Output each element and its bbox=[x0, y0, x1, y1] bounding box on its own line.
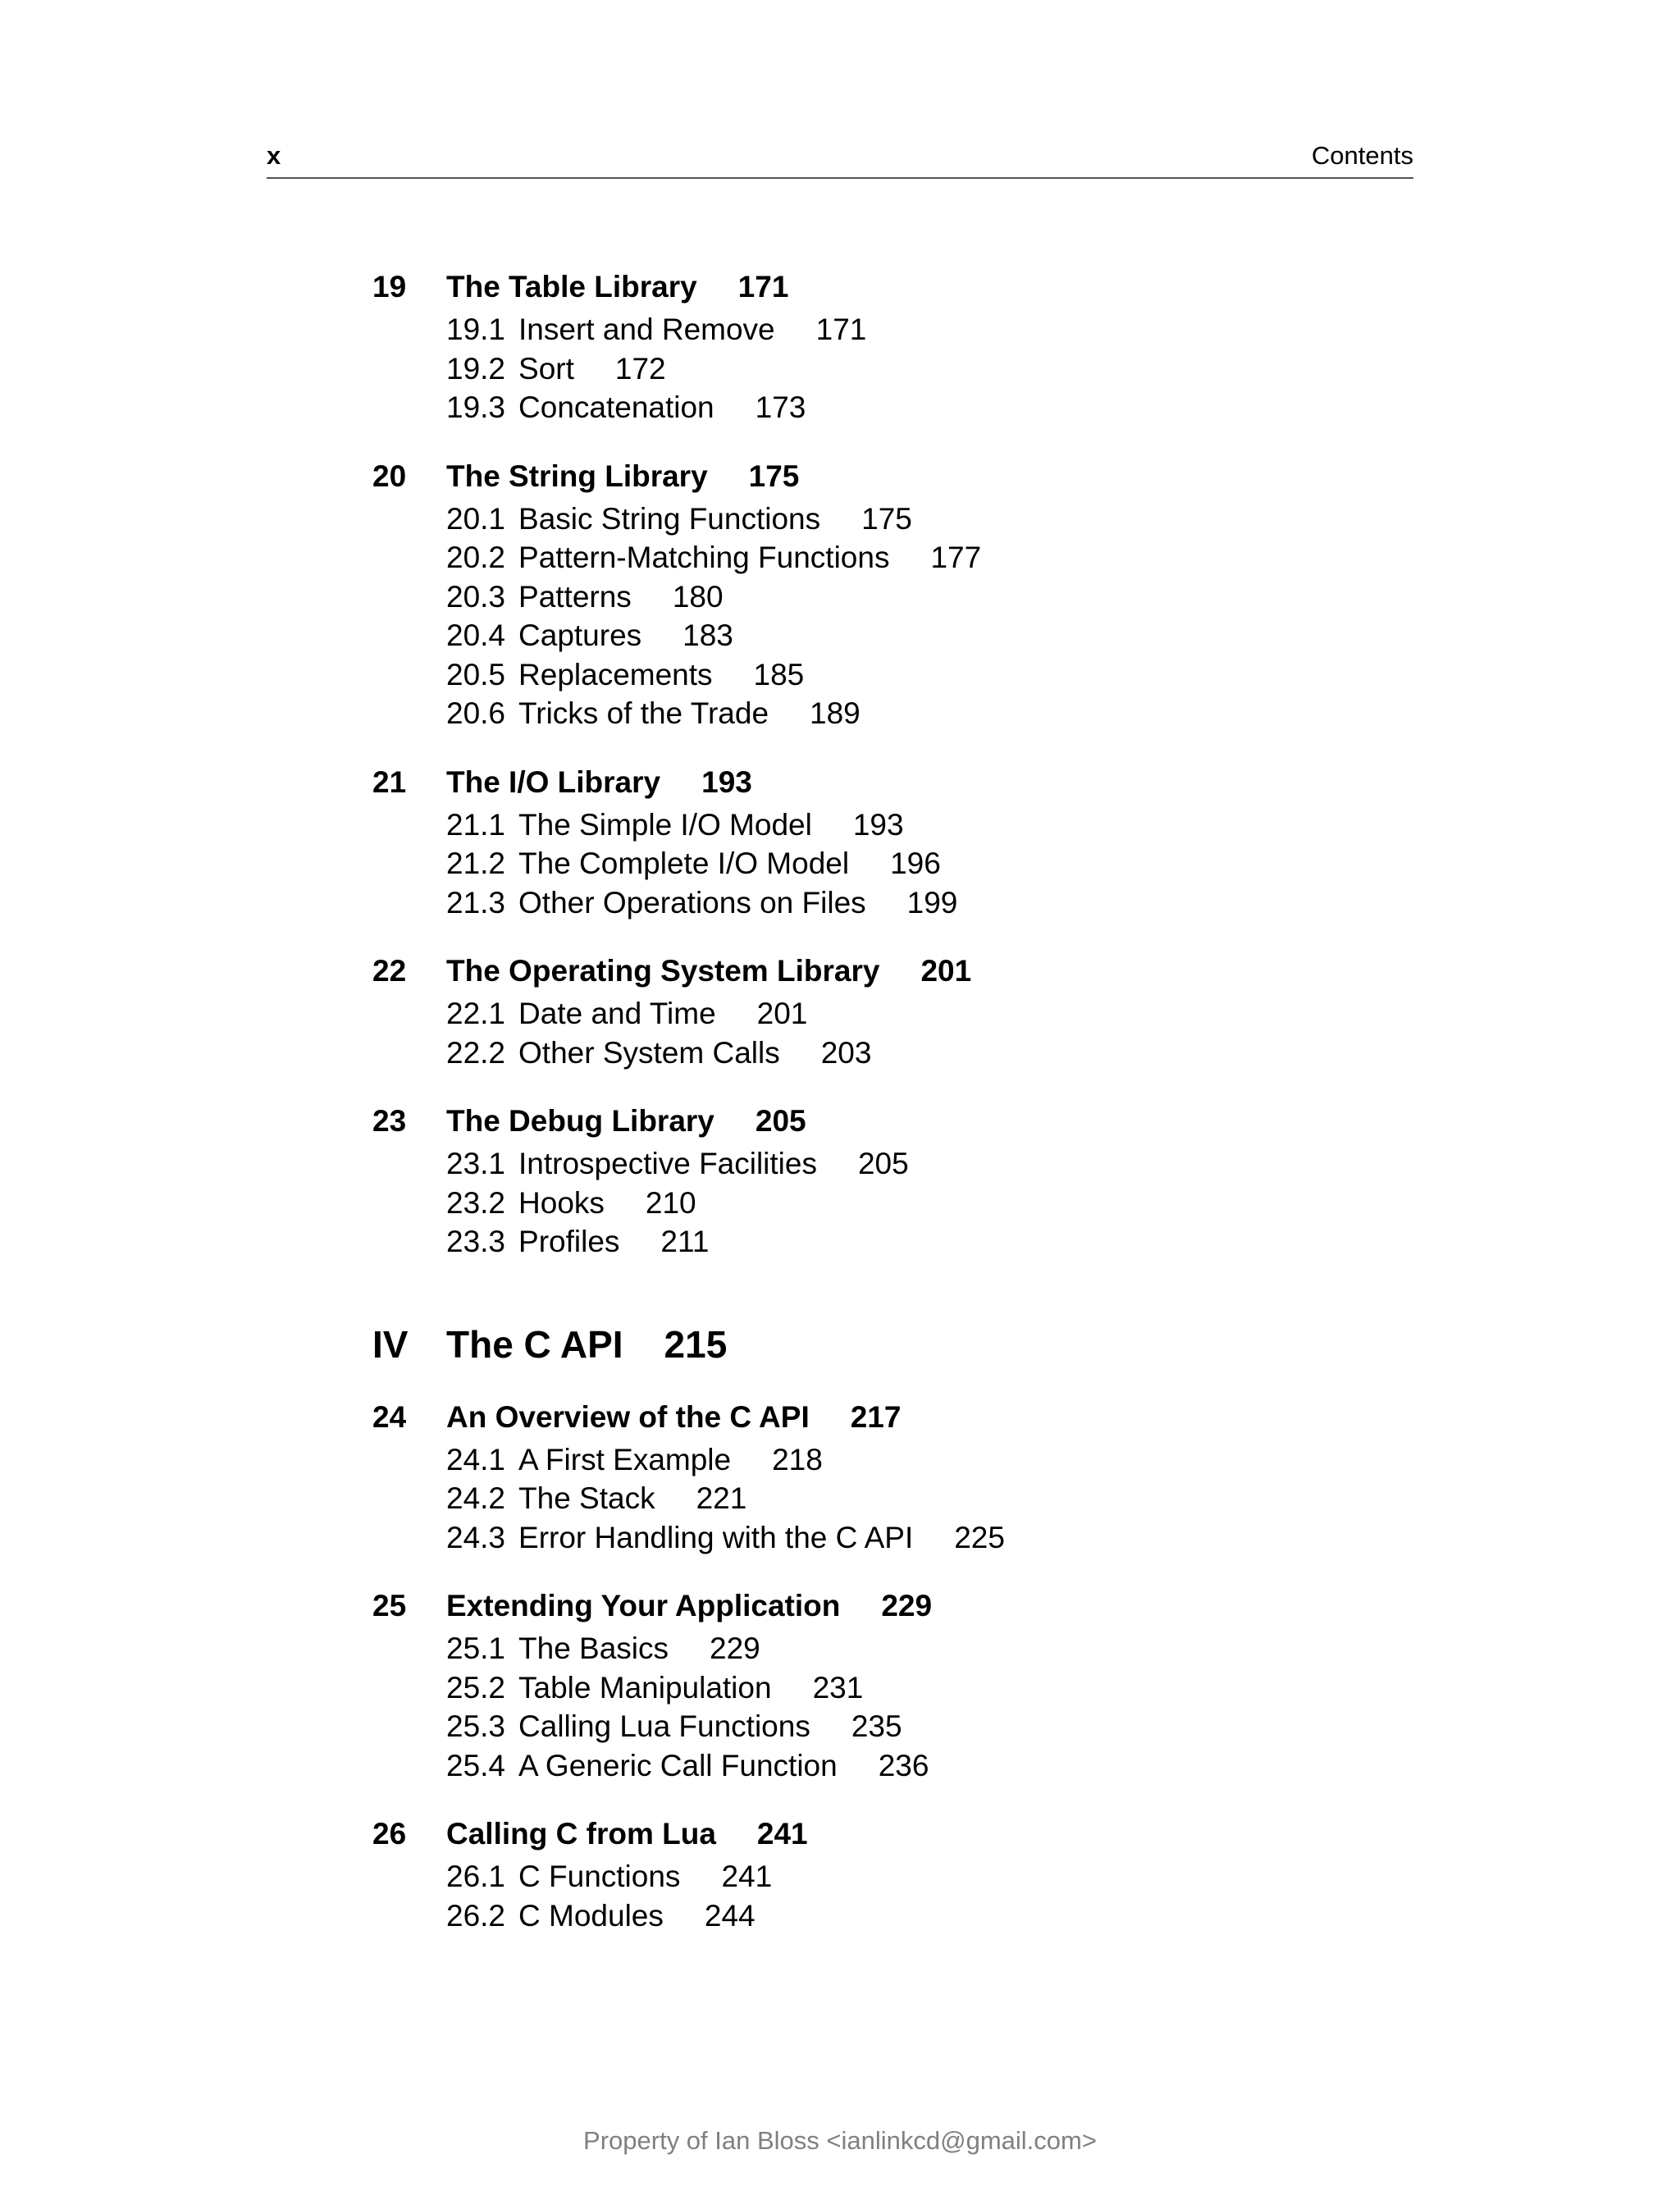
section-number: 20.1 bbox=[446, 501, 506, 536]
toc-section-entry[interactable] bbox=[446, 1222, 1439, 1262]
chapter-page-number: 229 bbox=[881, 1589, 933, 1622]
toc-chapter-heading[interactable] bbox=[372, 264, 1439, 310]
toc-section-entry[interactable] bbox=[446, 1668, 1439, 1708]
section-title: C Modules bbox=[518, 1898, 664, 1933]
section-number: 22.2 bbox=[446, 1035, 506, 1070]
section-title: Profiles bbox=[518, 1225, 620, 1258]
section-number: 25.3 bbox=[446, 1709, 506, 1743]
section-page-number: 201 bbox=[756, 997, 808, 1030]
part-title: The C API bbox=[446, 1322, 623, 1366]
section-number: 19.1 bbox=[446, 313, 506, 346]
section-title: Calling Lua Functions bbox=[518, 1709, 810, 1743]
section-number: 23.2 bbox=[446, 1185, 506, 1220]
chapter-number: 19 bbox=[372, 270, 407, 303]
section-number: 20.5 bbox=[446, 657, 506, 691]
toc-section-entry[interactable] bbox=[446, 1518, 1439, 1558]
chapter-number: 22 bbox=[372, 954, 407, 988]
toc-section-entry[interactable] bbox=[446, 1896, 1439, 1936]
toc-chapter bbox=[372, 1583, 1439, 1785]
toc-section-entry[interactable] bbox=[446, 655, 1439, 695]
running-title: Contents bbox=[1311, 141, 1413, 170]
toc-section-entry[interactable] bbox=[446, 844, 1439, 883]
chapter-page-number: 205 bbox=[755, 1104, 806, 1138]
chapter-number: 23 bbox=[372, 1104, 407, 1138]
toc-chapter bbox=[372, 264, 1439, 427]
chapter-number: 25 bbox=[372, 1589, 407, 1622]
toc-section-entry[interactable] bbox=[446, 805, 1439, 845]
toc-section-entry[interactable] bbox=[446, 1184, 1439, 1223]
section-page-number: 235 bbox=[851, 1709, 902, 1743]
toc-chapter-heading[interactable] bbox=[372, 760, 1439, 805]
section-title: Captures bbox=[518, 618, 642, 652]
toc-chapter bbox=[372, 1811, 1439, 1935]
chapter-page-number: 217 bbox=[850, 1399, 902, 1434]
toc-chapter-heading[interactable] bbox=[372, 1098, 1439, 1144]
toc-section-entry[interactable] bbox=[446, 694, 1439, 733]
section-title: The Simple I/O Model bbox=[518, 807, 812, 842]
section-page-number: 196 bbox=[890, 847, 941, 880]
chapter-page-number: 175 bbox=[748, 459, 800, 493]
section-page-number: 211 bbox=[660, 1225, 710, 1258]
section-number: 24.3 bbox=[446, 1520, 506, 1554]
toc-section-entry[interactable] bbox=[446, 1707, 1439, 1746]
section-number: 23.1 bbox=[446, 1147, 506, 1180]
toc-section-entry[interactable] bbox=[446, 388, 1439, 427]
toc-chapter bbox=[372, 1098, 1439, 1262]
section-title: The Basics bbox=[518, 1632, 669, 1665]
section-page-number: 203 bbox=[820, 1035, 872, 1070]
toc-part-heading[interactable] bbox=[372, 1316, 1439, 1373]
section-title: Introspective Facilities bbox=[518, 1147, 817, 1180]
toc-section-entry[interactable] bbox=[446, 1857, 1439, 1896]
section-number: 24.1 bbox=[446, 1442, 506, 1476]
section-title: Patterns bbox=[518, 579, 632, 614]
section-title: Other System Calls bbox=[518, 1035, 780, 1070]
section-title: Tricks of the Trade bbox=[518, 696, 769, 730]
toc-section-entry[interactable] bbox=[446, 1034, 1439, 1073]
section-title: Date and Time bbox=[518, 997, 716, 1030]
section-page-number: 177 bbox=[930, 541, 982, 574]
section-title: Pattern-Matching Functions bbox=[518, 541, 890, 574]
toc-section-entry[interactable] bbox=[446, 1629, 1439, 1668]
toc-section-entry[interactable] bbox=[446, 1144, 1439, 1184]
toc-chapter bbox=[372, 760, 1439, 923]
running-head bbox=[267, 139, 1413, 179]
section-title: Concatenation bbox=[518, 390, 714, 424]
table-of-contents bbox=[372, 264, 1439, 1961]
section-title: C Functions bbox=[518, 1860, 681, 1893]
toc-chapter bbox=[372, 454, 1439, 733]
section-number: 26.1 bbox=[446, 1860, 506, 1893]
section-title: Basic String Functions bbox=[518, 501, 821, 536]
section-number: 19.3 bbox=[446, 390, 506, 424]
section-number: 24.2 bbox=[446, 1481, 506, 1515]
section-page-number: 183 bbox=[682, 618, 733, 652]
section-title: A First Example bbox=[518, 1442, 732, 1476]
chapter-title: The Operating System Library bbox=[446, 954, 880, 988]
section-number: 23.3 bbox=[446, 1225, 506, 1258]
section-page-number: 231 bbox=[812, 1670, 864, 1705]
section-title: Other Operations on Files bbox=[518, 885, 866, 920]
toc-chapter-heading[interactable] bbox=[372, 1394, 1439, 1440]
toc-section-entry[interactable] bbox=[446, 994, 1439, 1034]
section-number: 21.3 bbox=[446, 885, 506, 920]
part-page-number: 215 bbox=[664, 1322, 728, 1366]
section-title: The Stack bbox=[518, 1481, 655, 1515]
toc-section-entry[interactable] bbox=[446, 310, 1439, 349]
chapter-title: Calling C from Lua bbox=[446, 1817, 716, 1851]
toc-section-entry[interactable] bbox=[446, 1479, 1439, 1518]
chapter-number: 26 bbox=[372, 1817, 407, 1851]
toc-chapter-heading[interactable] bbox=[372, 948, 1439, 994]
toc-section-entry[interactable] bbox=[446, 349, 1439, 389]
section-page-number: 236 bbox=[878, 1748, 929, 1782]
section-title: A Generic Call Function bbox=[518, 1748, 838, 1782]
chapter-title: Extending Your Application bbox=[446, 1589, 841, 1622]
section-number: 20.4 bbox=[446, 618, 506, 652]
section-page-number: 171 bbox=[815, 313, 867, 346]
section-number: 20.3 bbox=[446, 579, 506, 614]
section-number: 25.2 bbox=[446, 1670, 506, 1705]
section-page-number: 241 bbox=[721, 1860, 773, 1893]
section-page-number: 210 bbox=[645, 1185, 696, 1220]
chapter-page-number: 193 bbox=[701, 764, 752, 799]
section-page-number: 199 bbox=[906, 885, 958, 920]
section-number: 20.2 bbox=[446, 541, 506, 574]
section-number: 25.1 bbox=[446, 1632, 506, 1665]
chapter-title: An Overview of the C API bbox=[446, 1399, 810, 1434]
chapter-number: 20 bbox=[372, 459, 407, 493]
section-page-number: 175 bbox=[861, 501, 912, 536]
section-title: Insert and Remove bbox=[518, 313, 775, 346]
section-title: The Complete I/O Model bbox=[518, 847, 850, 880]
part-number: IV bbox=[372, 1322, 409, 1366]
toc-chapter bbox=[372, 1394, 1439, 1558]
section-page-number: 172 bbox=[614, 351, 666, 386]
toc-section-entry[interactable] bbox=[446, 616, 1439, 655]
chapter-number: 24 bbox=[372, 1399, 407, 1434]
section-title: Error Handling with the C API bbox=[518, 1520, 914, 1554]
section-page-number: 180 bbox=[672, 579, 724, 614]
chapter-page-number: 171 bbox=[737, 270, 789, 303]
section-page-number: 189 bbox=[810, 696, 861, 730]
section-page-number: 229 bbox=[710, 1632, 760, 1665]
toc-chapter-heading[interactable] bbox=[372, 454, 1439, 500]
toc-section-entry[interactable] bbox=[446, 1746, 1439, 1786]
chapter-title: The Debug Library bbox=[446, 1104, 714, 1138]
section-page-number: 244 bbox=[704, 1898, 756, 1933]
section-number: 21.1 bbox=[446, 807, 506, 842]
section-page-number: 218 bbox=[772, 1442, 823, 1476]
section-page-number: 225 bbox=[954, 1520, 1005, 1554]
toc-chapter-heading[interactable] bbox=[372, 1811, 1439, 1857]
section-number: 21.2 bbox=[446, 847, 506, 880]
chapter-title: The I/O Library bbox=[446, 764, 661, 799]
toc-chapter-heading[interactable] bbox=[372, 1583, 1439, 1629]
section-title: Replacements bbox=[518, 657, 713, 691]
section-title: Sort bbox=[518, 351, 574, 386]
toc-section-entry[interactable] bbox=[446, 538, 1439, 577]
page-folio: x bbox=[267, 141, 281, 170]
section-page-number: 221 bbox=[696, 1481, 747, 1515]
section-number: 25.4 bbox=[446, 1748, 506, 1782]
toc-section-entry[interactable] bbox=[446, 1440, 1439, 1480]
section-number: 26.2 bbox=[446, 1898, 506, 1933]
toc-chapter bbox=[372, 948, 1439, 1072]
section-page-number: 185 bbox=[753, 657, 805, 691]
toc-section-entry[interactable] bbox=[446, 883, 1439, 923]
section-title: Table Manipulation bbox=[518, 1670, 772, 1705]
ownership-watermark: Property of Ian Bloss <ianlinkcd@gmail.com> bbox=[583, 2126, 1097, 2155]
chapter-title: The Table Library bbox=[446, 270, 697, 303]
section-page-number: 205 bbox=[857, 1147, 909, 1180]
toc-section-entry[interactable] bbox=[446, 577, 1439, 617]
toc-part bbox=[372, 1316, 1439, 1373]
chapter-title: The String Library bbox=[446, 459, 708, 493]
chapter-page-number: 201 bbox=[920, 954, 972, 988]
section-number: 20.6 bbox=[446, 696, 506, 730]
section-title: Hooks bbox=[518, 1185, 605, 1220]
section-page-number: 193 bbox=[852, 807, 904, 842]
section-number: 22.1 bbox=[446, 997, 506, 1030]
toc-section-entry[interactable] bbox=[446, 500, 1439, 539]
chapter-number: 21 bbox=[372, 764, 407, 799]
section-number: 19.2 bbox=[446, 351, 506, 386]
section-page-number: 173 bbox=[755, 390, 806, 424]
chapter-page-number: 241 bbox=[756, 1817, 808, 1851]
